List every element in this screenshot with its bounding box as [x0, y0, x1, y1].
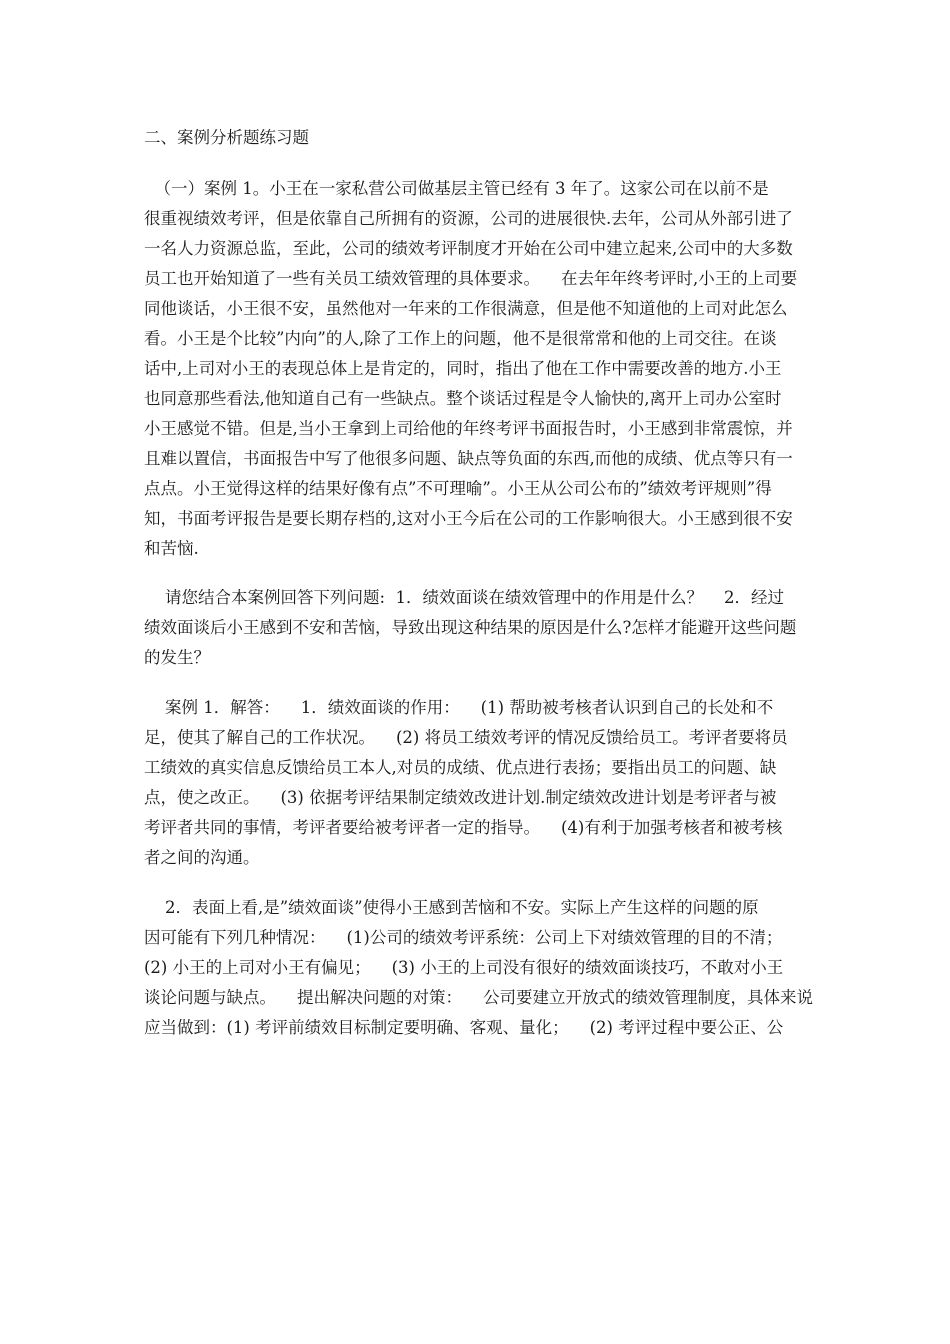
- case-line: 一名人力资源总监，至此，公司的绩效考评制度才开始在公司中建立起来,公司中的大多数: [144, 239, 793, 258]
- answer-line: 2．表面上看,是”绩效面谈”使得小王感到苦恼和不安。实际上产生这样的问题的原: [144, 898, 759, 917]
- answer-line: 足，使其了解自己的工作状况。 (2) 将员工绩效考评的情况反馈给员工。考评者要将员: [144, 728, 788, 747]
- answer-line: 应当做到：(1) 考评前绩效目标制定要明确、客观、量化； (2) 考评过程中要公正、公: [144, 1018, 784, 1037]
- answer-line: (2) 小王的上司对小王有偏见； (3) 小王的上司没有很好的绩效面谈技巧，不敢对小王: [144, 958, 784, 977]
- case-line: 很重视绩效考评，但是依靠自己所拥有的资源，公司的进展很快.去年，公司从外部引进了: [144, 209, 793, 228]
- answer-line: 案例 1．解答： 1．绩效面谈的作用： (1) 帮助被考核者认识到自己的长处和不: [144, 698, 774, 717]
- case-line: 和苦恼.: [144, 539, 199, 558]
- case-line: 小王感觉不错。但是,当小王拿到上司给他的年终考评书面报告时，小王感到非常震惊，并: [144, 419, 793, 438]
- case-line: 知，书面考评报告是要长期存档的,这对小王今后在公司的工作影响很大。小王感到很不安: [144, 509, 793, 528]
- answer-line: 工绩效的真实信息反馈给员工本人,对员的成绩、优点进行表扬；要指出员工的问题、缺: [144, 758, 777, 777]
- case-line: 同他谈话，小王很不安，虽然他对一年来的工作很满意，但是他不知道他的上司对此怎么: [144, 299, 788, 318]
- answer-line: 考评者共同的事情，考评者要给被考评者一定的指导。 (4)有利于加强考核者和被考核: [144, 818, 783, 837]
- case-line: 点点。小王觉得这样的结果好像有点”不可理喻”。小王从公司公布的”绩效考评规则”得: [144, 479, 772, 498]
- section-heading: 二、案例分析题练习题: [144, 128, 309, 147]
- question-line: 绩效面谈后小王感到不安和苦恼，导致出现这种结果的原因是什么?怎样才能避开这些问题: [144, 618, 797, 637]
- answer-line: 因可能有下列几种情况： (1)公司的绩效考评系统：公司上下对绩效管理的目的不清；: [144, 928, 783, 947]
- case-line: 员工也开始知道了一些有关员工绩效管理的具体要求。 在去年年终考评时,小王的上司要: [144, 269, 798, 288]
- case-line: （一）案例 1。小王在一家私营公司做基层主管已经有 3 年了。这家公司在以前不是: [144, 179, 769, 198]
- answer-line: 者之间的沟通。: [144, 848, 260, 867]
- case-line: 且难以置信，书面报告中写了他很多问题、缺点等负面的东西,而他的成绩、优点等只有一: [144, 449, 793, 468]
- case-line: 看。小王是个比较”内向”的人,除了工作上的问题，他不是很常常和他的上司交往。在谈: [144, 329, 777, 348]
- case-line: 话中,上司对小王的表现总体上是肯定的，同时，指出了他在工作中需要改善的地方.小王: [144, 359, 782, 378]
- answer-line: 谈论问题与缺点。 提出解决问题的对策： 公司要建立开放式的绩效管理制度，具体来说: [144, 988, 813, 1007]
- answer-line: 点，使之改正。 (3) 依据考评结果制定绩效改进计划.制定绩效改进计划是考评者与被: [144, 788, 777, 807]
- question-line: 请您结合本案例回答下列问题: 1．绩效面谈在绩效管理中的作用是什么？ 2．经过: [144, 588, 785, 607]
- case-line: 也同意那些看法,他知道自己有一些缺点。整个谈话过程是令人愉快的,离开上司办公室时: [144, 389, 782, 408]
- question-line: 的发生？: [144, 648, 210, 667]
